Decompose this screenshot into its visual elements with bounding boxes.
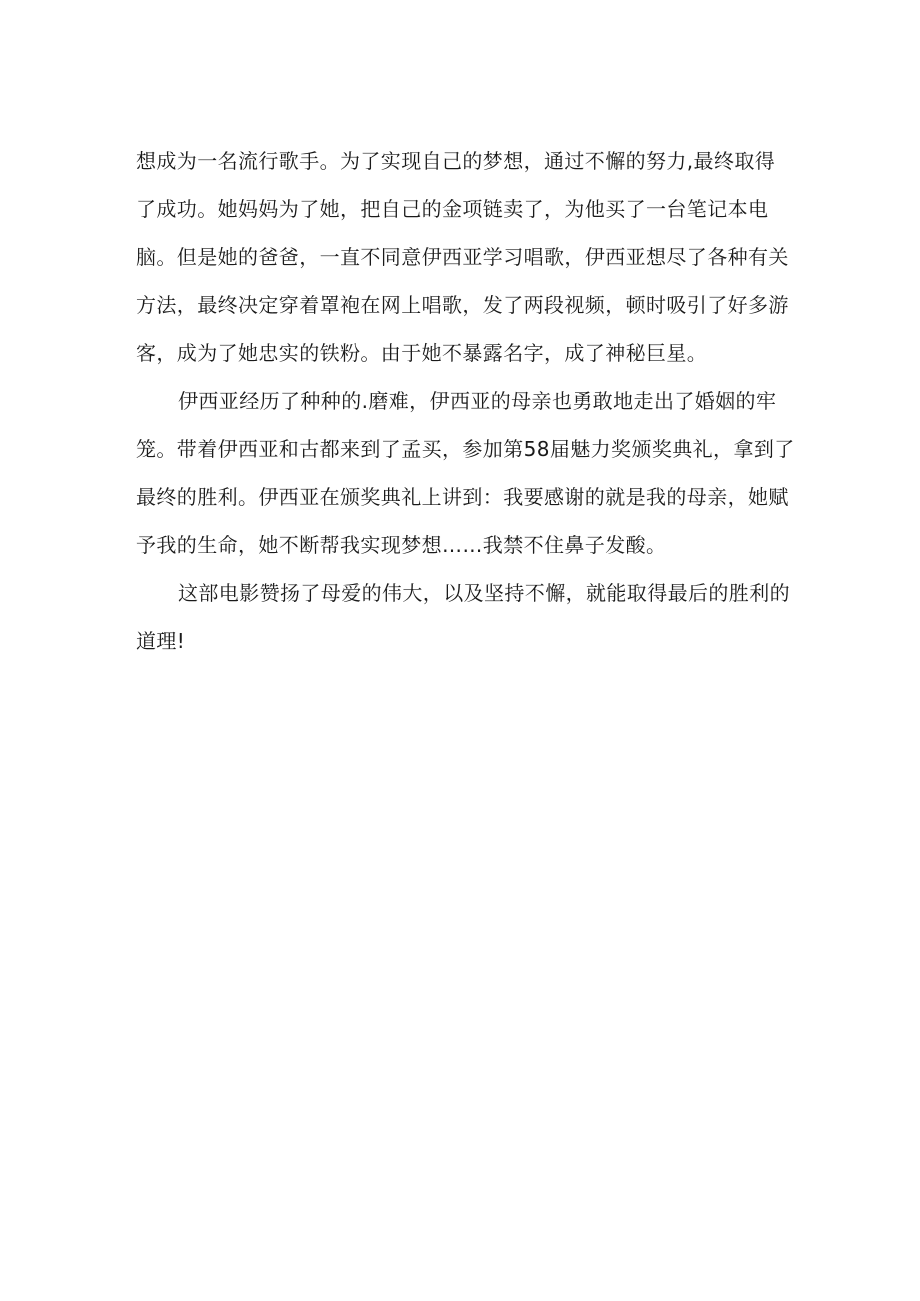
text-line: 予我的生命，她不断帮我实现梦想……我禁不住鼻子发酸。 [136,533,667,557]
text-line: 道理! [136,629,186,653]
text-line: 这部电影赞扬了母爱的伟大，以及坚持不懈，就能取得最后的胜利的 [178,581,790,605]
text-line: 最终的胜利。伊西亚在颁奖典礼上讲到：我要感谢的就是我的母亲，她赋 [136,485,789,509]
text-line: 伊西亚经历了种种的.磨难，伊西亚的母亲也勇敢地走出了婚姻的牢 [178,389,777,413]
document-body [136,137,795,665]
paragraph-2 [136,377,795,569]
text-line: 想成为一名流行歌手。为了实现自己的梦想，通过不懈的努力,最终取得 [136,149,776,173]
text-line: 了成功。她妈妈为了她，把自己的金项链卖了，为他买了一台笔记本电 [136,197,769,221]
text-line: 笼。带着伊西亚和古都来到了孟买，参加第58届魅力奖颁奖典礼，拿到了 [136,437,795,461]
text-line: 客，成为了她忠实的铁粉。由于她不暴露名字，成了神秘巨星。 [136,341,708,365]
text-line: 方法，最终决定穿着罩袍在网上唱歌，发了两段视频，顿时吸引了好多游 [136,293,789,317]
paragraph-3 [136,569,790,665]
text-line: 脑。但是她的爸爸，一直不同意伊西亚学习唱歌，伊西亚想尽了各种有关 [136,245,789,269]
paragraph-1 [136,137,789,377]
